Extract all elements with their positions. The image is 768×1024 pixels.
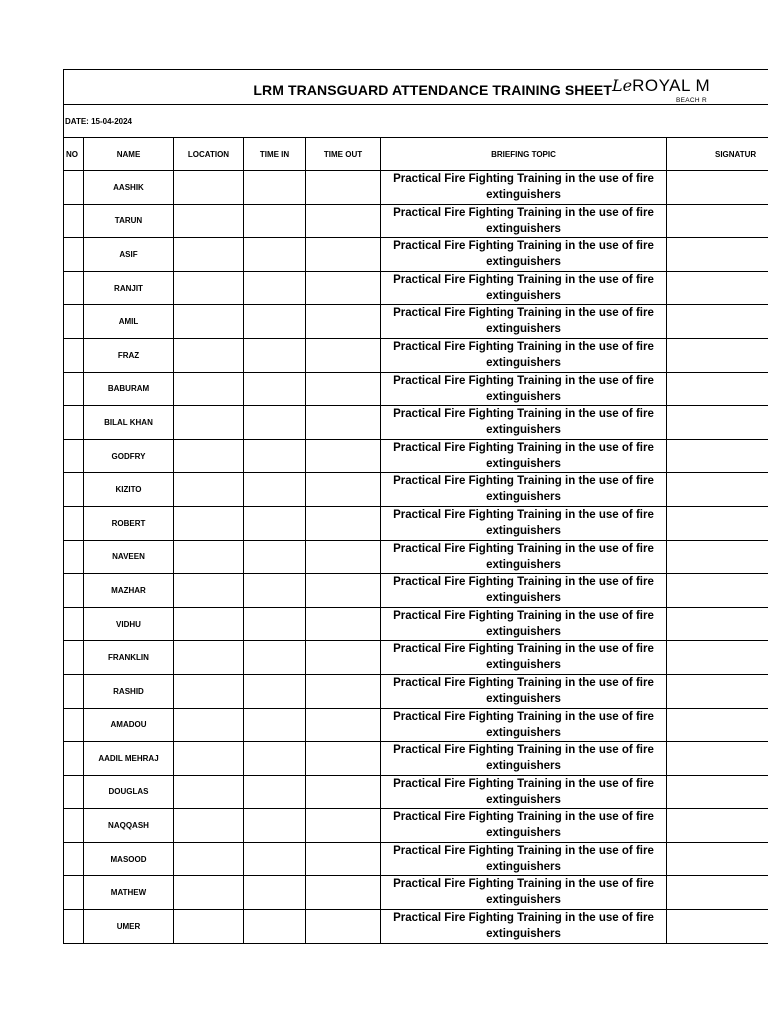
time-out-cell bbox=[306, 809, 381, 843]
signature-cell bbox=[667, 439, 768, 473]
time-in-cell bbox=[244, 305, 306, 339]
location-cell bbox=[174, 607, 244, 641]
briefing-topic-cell: Practical Fire Fighting Training in the use of fire extinguishers bbox=[381, 338, 667, 372]
signature-cell bbox=[667, 876, 768, 910]
signature-cell bbox=[667, 641, 768, 675]
signature-cell bbox=[667, 809, 768, 843]
time-out-cell bbox=[306, 406, 381, 440]
briefing-topic-cell: Practical Fire Fighting Training in the use of fire extinguishers bbox=[381, 574, 667, 608]
time-in-cell bbox=[244, 271, 306, 305]
time-out-cell bbox=[306, 910, 381, 944]
location-cell bbox=[174, 876, 244, 910]
no-cell bbox=[64, 305, 84, 339]
table-row bbox=[64, 473, 768, 507]
location-cell bbox=[174, 305, 244, 339]
time-out-cell bbox=[306, 775, 381, 809]
no-cell bbox=[64, 506, 84, 540]
name-cell: VIDHU bbox=[84, 607, 174, 641]
signature-cell bbox=[667, 842, 768, 876]
sheet-title: LRM TRANSGUARD ATTENDANCE TRAINING SHEET bbox=[253, 82, 612, 98]
name-cell: MAZHAR bbox=[84, 574, 174, 608]
location-cell bbox=[174, 372, 244, 406]
name-cell: MATHEW bbox=[84, 876, 174, 910]
location-cell bbox=[174, 708, 244, 742]
time-in-cell bbox=[244, 238, 306, 272]
table-row bbox=[64, 204, 768, 238]
signature-cell bbox=[667, 473, 768, 507]
table-row bbox=[64, 238, 768, 272]
time-out-cell bbox=[306, 708, 381, 742]
time-out-cell bbox=[306, 506, 381, 540]
signature-cell bbox=[667, 204, 768, 238]
time-in-cell bbox=[244, 775, 306, 809]
time-in-cell bbox=[244, 842, 306, 876]
signature-cell bbox=[667, 171, 768, 205]
signature-cell bbox=[667, 338, 768, 372]
time-out-cell bbox=[306, 674, 381, 708]
logo-main-text: ROYAL M bbox=[632, 76, 711, 95]
name-cell: NAVEEN bbox=[84, 540, 174, 574]
no-cell bbox=[64, 809, 84, 843]
time-in-cell bbox=[244, 910, 306, 944]
location-cell bbox=[174, 238, 244, 272]
briefing-topic-cell: Practical Fire Fighting Training in the use of fire extinguishers bbox=[381, 742, 667, 776]
location-cell bbox=[174, 406, 244, 440]
signature-cell bbox=[667, 540, 768, 574]
name-cell: KIZITO bbox=[84, 473, 174, 507]
signature-cell bbox=[667, 775, 768, 809]
time-in-cell bbox=[244, 607, 306, 641]
briefing-topic-cell: Practical Fire Fighting Training in the use of fire extinguishers bbox=[381, 876, 667, 910]
header-time-in: TIME IN bbox=[244, 138, 306, 171]
name-cell: FRANKLIN bbox=[84, 641, 174, 675]
location-cell bbox=[174, 204, 244, 238]
location-cell bbox=[174, 674, 244, 708]
time-in-cell bbox=[244, 876, 306, 910]
attendance-sheet bbox=[63, 69, 768, 944]
location-cell bbox=[174, 271, 244, 305]
table-row bbox=[64, 338, 768, 372]
time-in-cell bbox=[244, 742, 306, 776]
briefing-topic-cell: Practical Fire Fighting Training in the use of fire extinguishers bbox=[381, 607, 667, 641]
briefing-topic-cell: Practical Fire Fighting Training in the use of fire extinguishers bbox=[381, 809, 667, 843]
time-in-cell bbox=[244, 372, 306, 406]
time-in-cell bbox=[244, 406, 306, 440]
signature-cell bbox=[667, 674, 768, 708]
table-row bbox=[64, 876, 768, 910]
time-out-cell bbox=[306, 842, 381, 876]
name-cell: BABURAM bbox=[84, 372, 174, 406]
table-row bbox=[64, 271, 768, 305]
location-cell bbox=[174, 742, 244, 776]
date-row: DATE: 15-04-2024 bbox=[63, 104, 768, 137]
location-cell bbox=[174, 171, 244, 205]
signature-cell bbox=[667, 910, 768, 944]
briefing-topic-cell: Practical Fire Fighting Training in the use of fire extinguishers bbox=[381, 708, 667, 742]
attendance-table bbox=[63, 137, 768, 944]
no-cell bbox=[64, 238, 84, 272]
no-cell bbox=[64, 171, 84, 205]
time-in-cell bbox=[244, 506, 306, 540]
table-row bbox=[64, 540, 768, 574]
briefing-topic-cell: Practical Fire Fighting Training in the use of fire extinguishers bbox=[381, 641, 667, 675]
time-out-cell bbox=[306, 238, 381, 272]
no-cell bbox=[64, 775, 84, 809]
location-cell bbox=[174, 641, 244, 675]
table-row bbox=[64, 171, 768, 205]
name-cell: RANJIT bbox=[84, 271, 174, 305]
briefing-topic-cell: Practical Fire Fighting Training in the use of fire extinguishers bbox=[381, 305, 667, 339]
location-cell bbox=[174, 338, 244, 372]
time-in-cell bbox=[244, 439, 306, 473]
time-out-cell bbox=[306, 338, 381, 372]
location-cell bbox=[174, 809, 244, 843]
no-cell bbox=[64, 271, 84, 305]
signature-cell bbox=[667, 406, 768, 440]
briefing-topic-cell: Practical Fire Fighting Training in the use of fire extinguishers bbox=[381, 842, 667, 876]
table-row bbox=[64, 506, 768, 540]
time-out-cell bbox=[306, 641, 381, 675]
no-cell bbox=[64, 910, 84, 944]
briefing-topic-cell: Practical Fire Fighting Training in the use of fire extinguishers bbox=[381, 271, 667, 305]
table-row bbox=[64, 809, 768, 843]
table-row bbox=[64, 910, 768, 944]
header-signature: SIGNATUR bbox=[667, 138, 768, 171]
table-row bbox=[64, 607, 768, 641]
time-in-cell bbox=[244, 540, 306, 574]
signature-cell bbox=[667, 574, 768, 608]
table-row bbox=[64, 674, 768, 708]
table-row bbox=[64, 439, 768, 473]
table-row bbox=[64, 574, 768, 608]
signature-cell bbox=[667, 742, 768, 776]
signature-cell bbox=[667, 372, 768, 406]
time-in-cell bbox=[244, 473, 306, 507]
signature-cell bbox=[667, 708, 768, 742]
header-name: NAME bbox=[84, 138, 174, 171]
logo-script: Le bbox=[612, 76, 633, 95]
name-cell: MASOOD bbox=[84, 842, 174, 876]
header-location: LOCATION bbox=[174, 138, 244, 171]
name-cell: RASHID bbox=[84, 674, 174, 708]
no-cell bbox=[64, 338, 84, 372]
table-row bbox=[64, 775, 768, 809]
time-out-cell bbox=[306, 473, 381, 507]
table-row bbox=[64, 641, 768, 675]
time-in-cell bbox=[244, 338, 306, 372]
no-cell bbox=[64, 641, 84, 675]
name-cell: AADIL MEHRAJ bbox=[84, 742, 174, 776]
table-row bbox=[64, 742, 768, 776]
briefing-topic-cell: Practical Fire Fighting Training in the use of fire extinguishers bbox=[381, 775, 667, 809]
briefing-topic-cell: Practical Fire Fighting Training in the use of fire extinguishers bbox=[381, 171, 667, 205]
signature-cell bbox=[667, 271, 768, 305]
signature-cell bbox=[667, 305, 768, 339]
no-cell bbox=[64, 674, 84, 708]
time-in-cell bbox=[244, 171, 306, 205]
name-cell: ROBERT bbox=[84, 506, 174, 540]
time-out-cell bbox=[306, 574, 381, 608]
time-in-cell bbox=[244, 641, 306, 675]
time-out-cell bbox=[306, 204, 381, 238]
name-cell: AASHIK bbox=[84, 171, 174, 205]
title-row bbox=[63, 69, 768, 104]
name-cell: AMADOU bbox=[84, 708, 174, 742]
no-cell bbox=[64, 876, 84, 910]
time-out-cell bbox=[306, 372, 381, 406]
briefing-topic-cell: Practical Fire Fighting Training in the use of fire extinguishers bbox=[381, 439, 667, 473]
location-cell bbox=[174, 842, 244, 876]
no-cell bbox=[64, 842, 84, 876]
location-cell bbox=[174, 574, 244, 608]
table-row bbox=[64, 305, 768, 339]
name-cell: BILAL KHAN bbox=[84, 406, 174, 440]
header-row bbox=[64, 138, 768, 171]
name-cell: FRAZ bbox=[84, 338, 174, 372]
time-in-cell bbox=[244, 204, 306, 238]
time-out-cell bbox=[306, 876, 381, 910]
header-time-out: TIME OUT bbox=[306, 138, 381, 171]
location-cell bbox=[174, 775, 244, 809]
time-out-cell bbox=[306, 540, 381, 574]
signature-cell bbox=[667, 506, 768, 540]
no-cell bbox=[64, 540, 84, 574]
time-in-cell bbox=[244, 708, 306, 742]
name-cell: TARUN bbox=[84, 204, 174, 238]
table-row bbox=[64, 842, 768, 876]
location-cell bbox=[174, 439, 244, 473]
signature-cell bbox=[667, 607, 768, 641]
time-out-cell bbox=[306, 607, 381, 641]
table-row bbox=[64, 372, 768, 406]
name-cell: NAQQASH bbox=[84, 809, 174, 843]
royal-logo bbox=[612, 76, 711, 104]
no-cell bbox=[64, 708, 84, 742]
table-row bbox=[64, 406, 768, 440]
location-cell bbox=[174, 540, 244, 574]
header-no: NO bbox=[64, 138, 84, 171]
signature-cell bbox=[667, 238, 768, 272]
no-cell bbox=[64, 742, 84, 776]
header-briefing-topic: BRIEFING TOPIC bbox=[381, 138, 667, 171]
briefing-topic-cell: Practical Fire Fighting Training in the use of fire extinguishers bbox=[381, 372, 667, 406]
name-cell: UMER bbox=[84, 910, 174, 944]
time-out-cell bbox=[306, 742, 381, 776]
no-cell bbox=[64, 204, 84, 238]
no-cell bbox=[64, 607, 84, 641]
briefing-topic-cell: Practical Fire Fighting Training in the use of fire extinguishers bbox=[381, 910, 667, 944]
time-out-cell bbox=[306, 305, 381, 339]
logo-sub-text: BEACH R bbox=[676, 97, 707, 104]
no-cell bbox=[64, 574, 84, 608]
no-cell bbox=[64, 473, 84, 507]
no-cell bbox=[64, 439, 84, 473]
location-cell bbox=[174, 473, 244, 507]
time-in-cell bbox=[244, 809, 306, 843]
briefing-topic-cell: Practical Fire Fighting Training in the use of fire extinguishers bbox=[381, 238, 667, 272]
time-in-cell bbox=[244, 674, 306, 708]
name-cell: ASIF bbox=[84, 238, 174, 272]
time-out-cell bbox=[306, 439, 381, 473]
table-row bbox=[64, 708, 768, 742]
name-cell: GODFRY bbox=[84, 439, 174, 473]
no-cell bbox=[64, 372, 84, 406]
location-cell bbox=[174, 910, 244, 944]
no-cell bbox=[64, 406, 84, 440]
briefing-topic-cell: Practical Fire Fighting Training in the use of fire extinguishers bbox=[381, 473, 667, 507]
time-out-cell bbox=[306, 271, 381, 305]
location-cell bbox=[174, 506, 244, 540]
briefing-topic-cell: Practical Fire Fighting Training in the use of fire extinguishers bbox=[381, 674, 667, 708]
briefing-topic-cell: Practical Fire Fighting Training in the use of fire extinguishers bbox=[381, 506, 667, 540]
briefing-topic-cell: Practical Fire Fighting Training in the use of fire extinguishers bbox=[381, 540, 667, 574]
time-in-cell bbox=[244, 574, 306, 608]
briefing-topic-cell: Practical Fire Fighting Training in the use of fire extinguishers bbox=[381, 406, 667, 440]
briefing-topic-cell: Practical Fire Fighting Training in the use of fire extinguishers bbox=[381, 204, 667, 238]
name-cell: DOUGLAS bbox=[84, 775, 174, 809]
name-cell: AMIL bbox=[84, 305, 174, 339]
time-out-cell bbox=[306, 171, 381, 205]
